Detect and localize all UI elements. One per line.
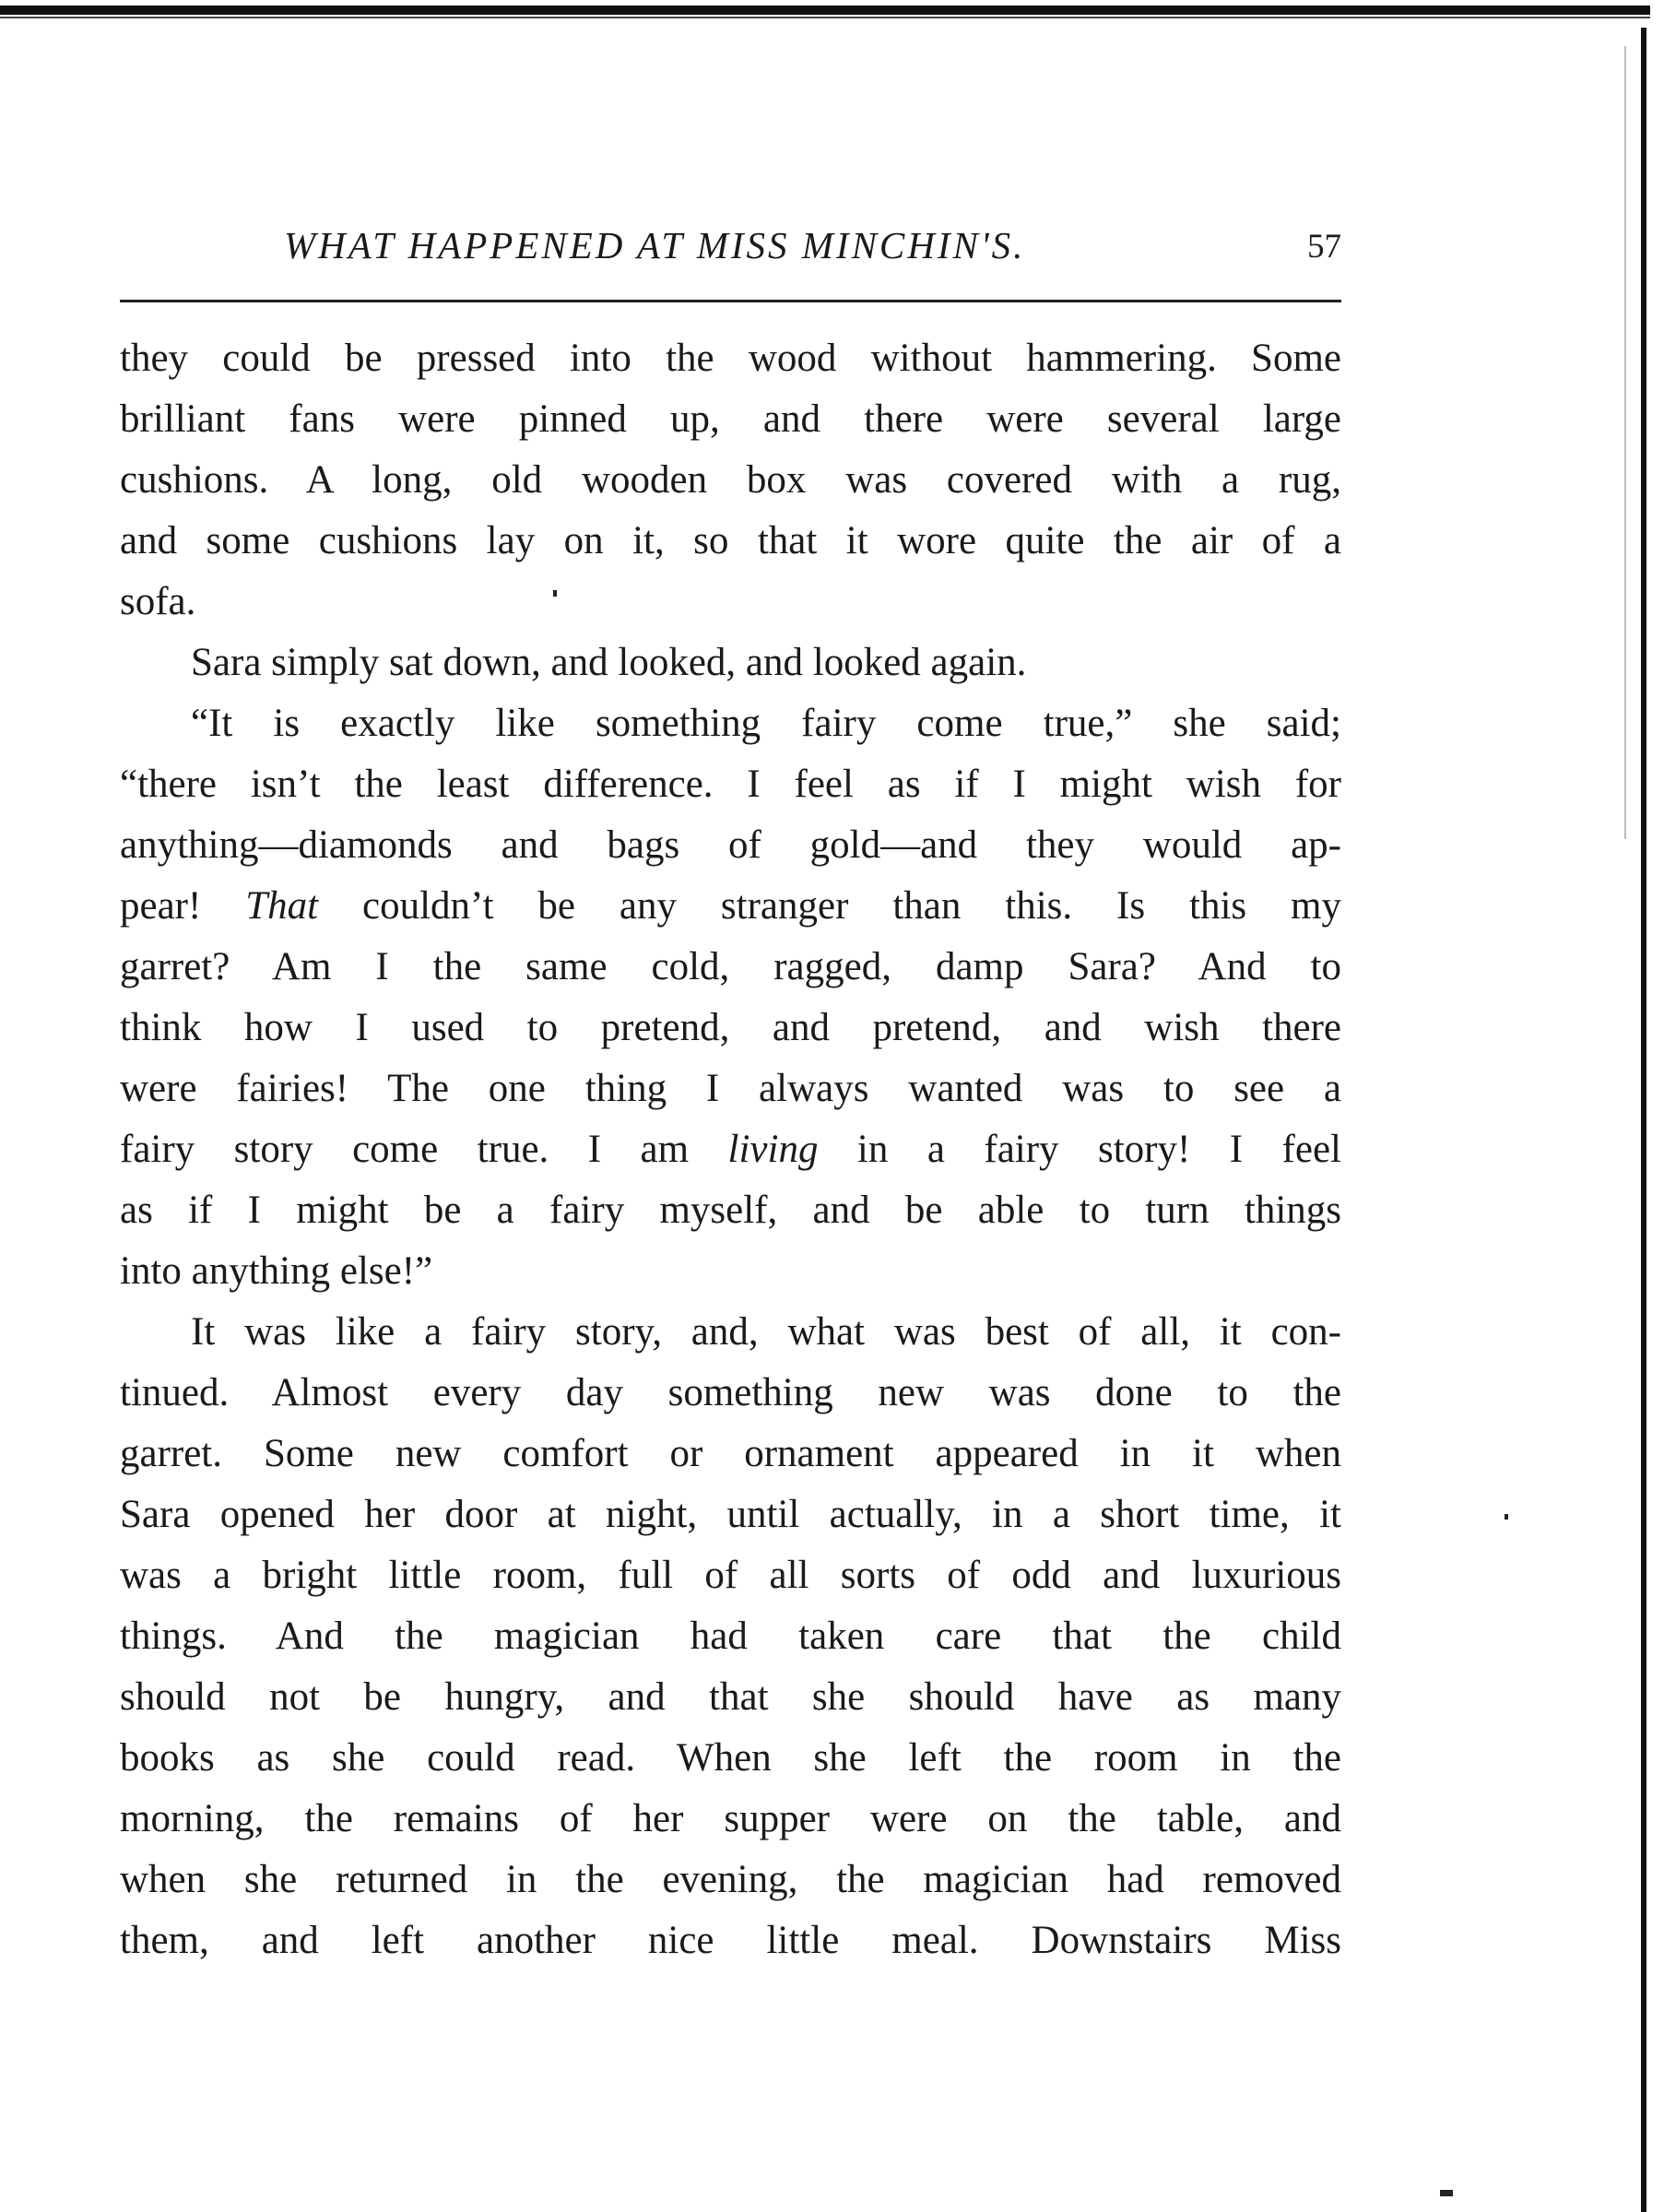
text-line: Sara opened her door at night, until actually, in a short time, it xyxy=(120,1493,1341,1536)
text-line: It was like a fairy story, and, what was best of all, it con- xyxy=(191,1310,1341,1354)
text-line: Sara simply sat down, and looked, and looked again. xyxy=(191,641,1027,684)
text-line: into anything else!” xyxy=(120,1249,433,1293)
ink-speck xyxy=(1505,1514,1508,1520)
text-line: tinued. Almost every day something new was done to the xyxy=(120,1371,1341,1414)
text-line: brilliant fans were pinned up, and there were several large xyxy=(120,397,1341,441)
scan-top-border xyxy=(0,6,1650,15)
text-span: couldn’t be any stranger than this. Is this my xyxy=(318,884,1341,928)
text-line xyxy=(120,876,1341,937)
text-line: sofa. xyxy=(120,580,196,623)
text-line: they could be pressed into the wood without hammering. Some xyxy=(120,337,1341,380)
text-line xyxy=(120,1119,1341,1180)
ink-speck xyxy=(1440,2190,1453,2196)
text-line: was a bright little room, full of all sorts of odd and luxurious xyxy=(120,1554,1341,1597)
italic-emphasis: living xyxy=(727,1128,819,1171)
text-line: them, and left another nice little meal. Downstairs Miss xyxy=(120,1919,1341,1962)
text-line: should not be hungry, and that she should have as many xyxy=(120,1675,1341,1719)
text-line: and some cushions lay on it, so that it wore quite the air of a xyxy=(120,519,1341,562)
text-span: in a fairy story! I feel xyxy=(818,1128,1341,1171)
text-line: things. And the magician had taken care that the child xyxy=(120,1615,1341,1658)
scan-bleed-through-line xyxy=(1624,46,1626,839)
text-line: garret? Am I the same cold, ragged, damp Sara? And to xyxy=(120,945,1341,988)
scan-right-edge xyxy=(1641,28,1646,2212)
text-line: as if I might be a fairy myself, and be able to turn things xyxy=(120,1189,1341,1232)
italic-emphasis: That xyxy=(245,884,319,928)
running-head xyxy=(120,221,1341,277)
text-line: morning, the remains of her supper were on the table, and xyxy=(120,1797,1341,1840)
text-line: when she returned in the evening, the magician had removed xyxy=(120,1858,1341,1901)
text-span: fairy story come true. I am xyxy=(120,1128,728,1171)
text-line: cushions. A long, old wooden box was covered with a rug, xyxy=(120,458,1341,502)
ink-speck xyxy=(553,590,557,597)
page-number: 57 xyxy=(1307,228,1341,266)
text-line: think how I used to pretend, and pretend, and wish there xyxy=(120,1006,1341,1049)
text-line: garret. Some new comfort or ornament appeared in it when xyxy=(120,1432,1341,1475)
text-line: “there isn’t the least difference. I feel as if I might wish for xyxy=(120,763,1341,806)
header-rule xyxy=(120,300,1341,302)
body-text xyxy=(120,328,1341,1971)
text-span: pear! xyxy=(120,884,246,928)
scan-top-border-thin xyxy=(0,17,1650,18)
text-line: anything—diamonds and bags of gold—and they would ap- xyxy=(120,823,1341,867)
text-line: were fairies! The one thing I always wanted was to see a xyxy=(120,1067,1341,1110)
text-line: books as she could read. When she left the room in the xyxy=(120,1736,1341,1780)
running-title: WHAT HAPPENED AT MISS MINCHIN'S. xyxy=(284,224,1026,266)
text-line: “It is exactly like something fairy come true,” she said; xyxy=(191,702,1341,745)
